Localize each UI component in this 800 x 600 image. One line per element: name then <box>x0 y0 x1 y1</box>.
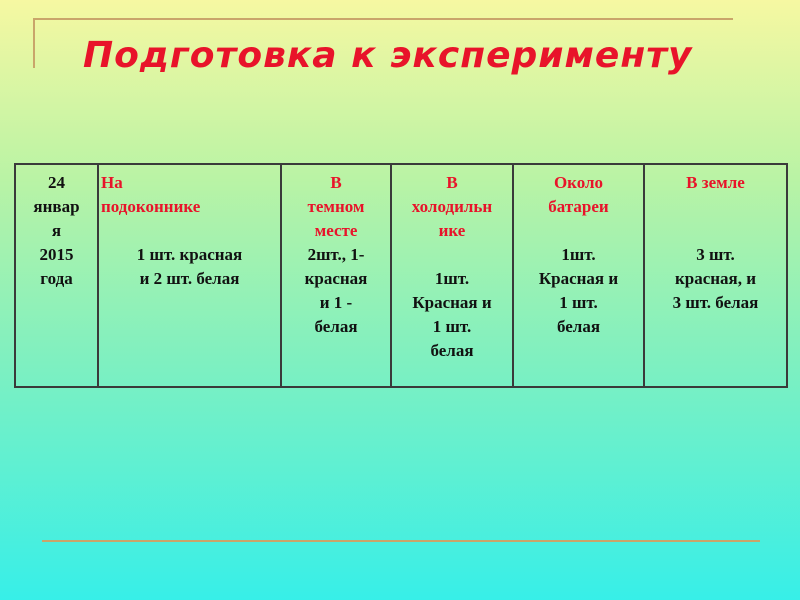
cell-heading: В холодильн ике <box>411 173 493 240</box>
cell-content: 1шт. Красная и 1 шт. белая <box>412 269 492 360</box>
decorative-vertical-line <box>33 18 35 68</box>
slide-title: Подготовка к эксперименту <box>83 35 693 76</box>
cell-content: 2шт., 1- красная и 1 - белая <box>304 245 368 336</box>
cell-content: 3 шт. красная, и 3 шт. белая <box>672 245 759 312</box>
decorative-bottom-line <box>42 540 760 542</box>
cell-heading: В земле <box>686 173 745 192</box>
table-row <box>15 164 787 387</box>
experiment-table <box>14 163 788 388</box>
cell-dark-place <box>281 164 391 387</box>
cell-radiator <box>513 164 644 387</box>
cell-windowsill <box>98 164 281 387</box>
cell-heading: На подоконнике <box>101 173 201 216</box>
cell-fridge <box>391 164 513 387</box>
cell-content: 1шт. Красная и 1 шт. белая <box>538 245 619 336</box>
cell-heading: В темном месте <box>307 173 365 240</box>
cell-soil <box>644 164 787 387</box>
date-text: 24 январ я 2015 года <box>33 173 80 288</box>
cell-heading: Около батареи <box>548 173 609 216</box>
date-cell <box>15 164 98 387</box>
cell-content: 1 шт. красная и 2 шт. белая <box>136 245 243 288</box>
decorative-top-line <box>33 18 733 20</box>
